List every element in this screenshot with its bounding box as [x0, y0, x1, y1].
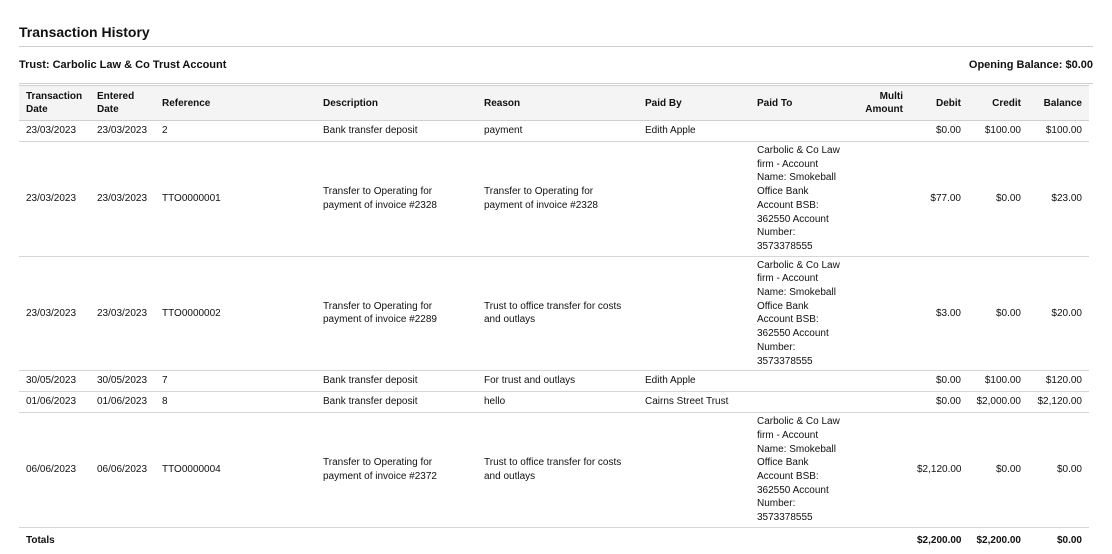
cell-multi-amount — [852, 142, 910, 257]
cell-reference: TTO0000001 — [155, 142, 316, 257]
cell-description: Transfer to Operating for payment of invoice #2372 — [316, 413, 477, 528]
cell-reason: Trust to office transfer for costs and outlays — [477, 256, 638, 371]
cell-entered-date: 23/03/2023 — [90, 256, 155, 371]
cell-credit: $0.00 — [968, 142, 1028, 257]
table-row[interactable] — [19, 142, 1089, 257]
cell-description: Bank transfer deposit — [316, 121, 477, 142]
cell-debit: $3.00 — [910, 256, 968, 371]
cell-paid-to: Carbolic & Co Law firm - Account Name: Smokeball Office Bank Account BSB: 362550 Account Number: 3573378555 — [750, 256, 852, 371]
cell-description: Bank transfer deposit — [316, 392, 477, 413]
cell-paid-by — [638, 256, 750, 371]
cell-balance: $120.00 — [1028, 371, 1089, 392]
cell-paid-by — [638, 142, 750, 257]
cell-transaction-date: 23/03/2023 — [19, 121, 90, 142]
cell-paid-by: Edith Apple — [638, 371, 750, 392]
cell-balance: $2,120.00 — [1028, 392, 1089, 413]
cell-reason: For trust and outlays — [477, 371, 638, 392]
trust-header — [19, 47, 1093, 84]
cell-description: Bank transfer deposit — [316, 371, 477, 392]
cell-reason: payment — [477, 121, 638, 142]
cell-reason: Transfer to Operating for payment of invoice #2328 — [477, 142, 638, 257]
cell-multi-amount — [852, 121, 910, 142]
cell-paid-to: Carbolic & Co Law firm - Account Name: Smokeball Office Bank Account BSB: 362550 Account Number: 3573378555 — [750, 142, 852, 257]
cell-transaction-date: 23/03/2023 — [19, 256, 90, 371]
cell-entered-date: 23/03/2023 — [90, 121, 155, 142]
cell-credit: $100.00 — [968, 371, 1028, 392]
cell-paid-to — [750, 371, 852, 392]
cell-description: Transfer to Operating for payment of invoice #2289 — [316, 256, 477, 371]
cell-reference: TTO0000004 — [155, 413, 316, 528]
totals-row — [19, 527, 1089, 554]
trust-name: Trust: Carbolic Law & Co Trust Account — [19, 59, 227, 71]
cell-paid-by — [638, 413, 750, 528]
cell-multi-amount — [852, 256, 910, 371]
col-credit[interactable]: Credit — [968, 86, 1028, 121]
cell-multi-amount — [852, 392, 910, 413]
cell-credit: $2,000.00 — [968, 392, 1028, 413]
cell-debit: $77.00 — [910, 142, 968, 257]
cell-paid-to — [750, 392, 852, 413]
cell-entered-date: 23/03/2023 — [90, 142, 155, 257]
cell-reference: 2 — [155, 121, 316, 142]
cell-reference: TTO0000002 — [155, 256, 316, 371]
report-title: Transaction History — [19, 0, 1093, 47]
cell-transaction-date: 06/06/2023 — [19, 413, 90, 528]
cell-credit: $0.00 — [968, 413, 1028, 528]
totals-balance: $0.00 — [1056, 535, 1082, 547]
cell-credit: $0.00 — [968, 256, 1028, 371]
cell-reason: Trust to office transfer for costs and outlays — [477, 413, 638, 528]
col-transaction-date[interactable]: Transaction Date — [19, 86, 90, 121]
table-header-row — [19, 86, 1089, 121]
cell-debit: $0.00 — [910, 392, 968, 413]
cell-multi-amount — [852, 413, 910, 528]
col-reference[interactable]: Reference — [155, 86, 316, 121]
transaction-table — [19, 85, 1089, 554]
cell-reference: 8 — [155, 392, 316, 413]
cell-paid-by: Cairns Street Trust — [638, 392, 750, 413]
col-entered-date[interactable]: Entered Date — [90, 86, 155, 121]
col-paid-to[interactable]: Paid To — [750, 86, 852, 121]
table-row[interactable] — [19, 121, 1089, 142]
cell-credit: $100.00 — [968, 121, 1028, 142]
totals-debit: $2,200.00 — [917, 535, 962, 547]
cell-entered-date: 01/06/2023 — [90, 392, 155, 413]
col-debit[interactable]: Debit — [910, 86, 968, 121]
table-row[interactable] — [19, 371, 1089, 392]
totals-label: Totals — [26, 535, 55, 547]
cell-paid-by: Edith Apple — [638, 121, 750, 142]
totals-credit: $2,200.00 — [976, 535, 1021, 547]
col-balance[interactable]: Balance — [1028, 86, 1089, 121]
table-row[interactable] — [19, 392, 1089, 413]
cell-reference: 7 — [155, 371, 316, 392]
col-multi-amount[interactable]: Multi Amount — [852, 86, 910, 121]
cell-description: Transfer to Operating for payment of invoice #2328 — [316, 142, 477, 257]
table-row[interactable] — [19, 413, 1089, 528]
cell-balance: $20.00 — [1028, 256, 1089, 371]
cell-balance: $23.00 — [1028, 142, 1089, 257]
cell-transaction-date: 23/03/2023 — [19, 142, 90, 257]
cell-entered-date: 06/06/2023 — [90, 413, 155, 528]
cell-debit: $0.00 — [910, 121, 968, 142]
cell-debit: $0.00 — [910, 371, 968, 392]
cell-transaction-date: 30/05/2023 — [19, 371, 90, 392]
cell-transaction-date: 01/06/2023 — [19, 392, 90, 413]
opening-balance: Opening Balance: $0.00 — [968, 59, 1093, 71]
cell-entered-date: 30/05/2023 — [90, 371, 155, 392]
cell-paid-to — [750, 121, 852, 142]
cell-debit: $2,120.00 — [910, 413, 968, 528]
cell-balance: $0.00 — [1028, 413, 1089, 528]
cell-balance: $100.00 — [1028, 121, 1089, 142]
cell-reason: hello — [477, 392, 638, 413]
col-reason[interactable]: Reason — [477, 86, 638, 121]
col-paid-by[interactable]: Paid By — [638, 86, 750, 121]
cell-paid-to: Carbolic & Co Law firm - Account Name: Smokeball Office Bank Account BSB: 362550 Account Number: 3573378555 — [750, 413, 852, 528]
table-row[interactable] — [19, 256, 1089, 371]
col-description[interactable]: Description — [316, 86, 477, 121]
cell-multi-amount — [852, 371, 910, 392]
